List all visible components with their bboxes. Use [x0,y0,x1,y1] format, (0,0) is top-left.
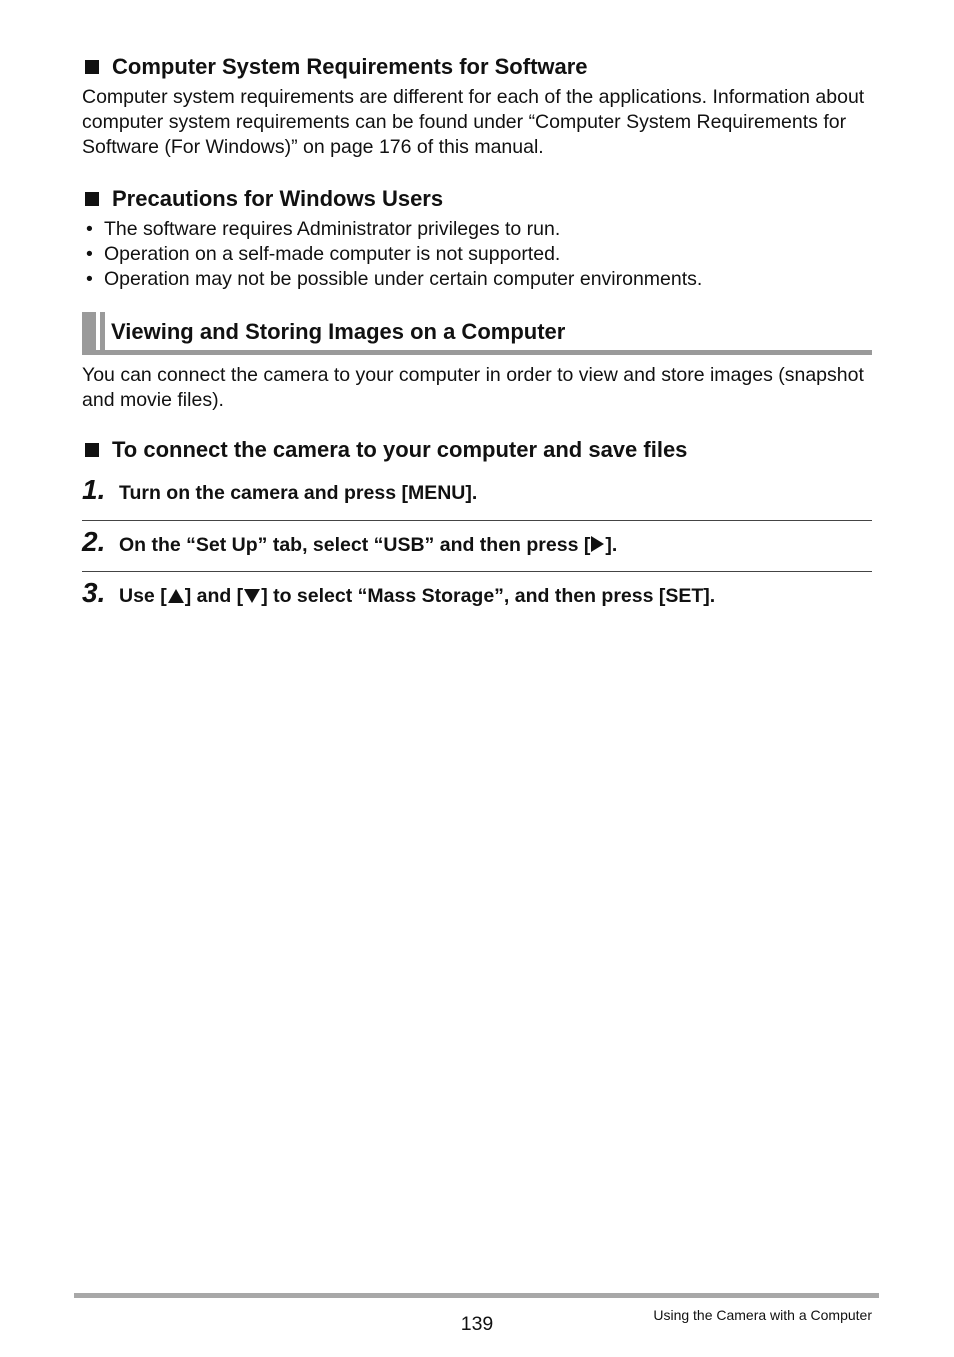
page-number: 139 [460,1313,494,1335]
list-item: • Operation may not be possible under certain computer environments. [86,268,703,290]
square-bullet-icon [85,443,99,457]
subheading-text: Precautions for Windows Users [112,186,444,211]
step-3 [82,571,872,622]
step-text: On the “Set Up” tab, select “USB” and then press [ ]. [119,534,618,556]
page-content [82,52,872,622]
section-intro-paragraph: You can connect the camera to your computer in order to view and store images (snapshot and movie files). [82,364,864,411]
subheading-text: Computer System Requirements for Software [112,54,588,79]
list-item: • The software requires Administrator privileges to run. [86,218,561,240]
section-heading [82,312,872,355]
square-bullet-icon [85,192,99,206]
up-arrow-icon [168,589,184,603]
chapter-label: Using the Camera with a Computer [653,1307,872,1323]
subheading-text: To connect the camera to your computer and save files [112,437,688,462]
precautions-list [82,217,872,292]
step-number: 2. [82,526,106,557]
footer-divider [74,1293,879,1298]
step-1 [82,469,872,520]
section-title: Viewing and Storing Images on a Computer [111,319,566,344]
subheading-system-requirements [82,52,872,82]
step-2 [82,520,872,571]
procedure-steps [82,469,872,622]
step-text: Use [ ] and [ ] to select “Mass Storage”, and then press [SET]. [119,585,716,607]
down-arrow-icon [244,589,260,603]
bullet-icon: • [86,218,93,240]
step-number: 3. [82,577,106,608]
step-number: 1. [82,474,106,505]
list-item: • Operation on a self-made computer is not supported. [86,243,561,265]
bullet-icon: • [86,243,93,265]
system-requirements-paragraph: Computer system requirements are different for each of the applications. Information about computer system requirements can be found under “Computer System Requirements for Software (For Windows)” on page 176 of this manual. [82,86,865,158]
section-marker-icon [82,312,105,350]
bullet-icon: • [86,268,93,290]
right-arrow-icon [591,536,604,552]
subheading-connect-procedure [82,435,872,465]
subheading-windows-precautions [82,184,872,214]
step-text: Turn on the camera and press [MENU]. [119,482,478,504]
square-bullet-icon [85,60,99,74]
